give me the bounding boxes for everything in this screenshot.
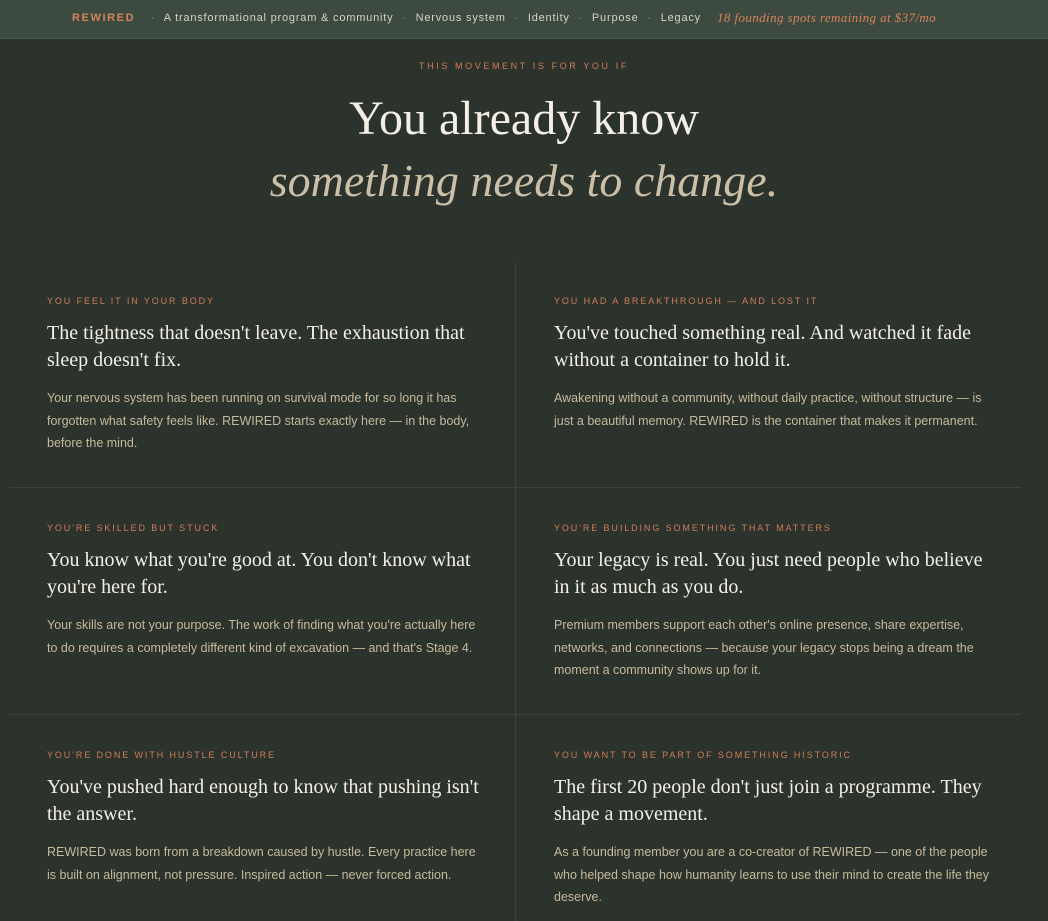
nav-separator: · bbox=[402, 12, 407, 24]
card-skilled-stuck bbox=[47, 523, 487, 659]
card-body: Awakening without a community, without daily practice, without structure — is just a beautiful memory. REWIRED is the container that makes it permanent. bbox=[554, 391, 982, 428]
card-historic bbox=[554, 750, 994, 909]
card-label: YOU WANT TO BE PART OF SOMETHING HISTORIC bbox=[554, 750, 852, 760]
card-title: You've pushed hard enough to know that pushing isn't the answer. bbox=[47, 776, 479, 825]
card-body-feeling bbox=[47, 296, 487, 455]
card-label: YOU HAD A BREAKTHROUGH — AND LOST IT bbox=[554, 296, 819, 306]
card-breakthrough bbox=[554, 296, 994, 432]
card-body: As a founding member you are a co-creator of REWIRED — one of the people who helped shape how humanity learns to use their mind to create the life they deserve. bbox=[554, 845, 989, 904]
nav-separator: · bbox=[647, 12, 652, 24]
card-title: You've touched something real. And watched it fade without a container to hold it. bbox=[554, 322, 972, 371]
nav-separator: · bbox=[578, 12, 584, 24]
nav-item-legacy[interactable]: Legacy bbox=[660, 12, 701, 24]
section-eyebrow: THIS MOVEMENT IS FOR YOU IF bbox=[419, 61, 629, 71]
card-title: The first 20 people don't just join a programme. They shape a movement. bbox=[554, 776, 982, 825]
audience-cards-grid bbox=[9, 262, 1021, 921]
nav-separator: · bbox=[151, 12, 156, 24]
card-title: Your legacy is real. You just need people who believe in it as much as you do. bbox=[554, 549, 983, 598]
card-title: You know what you're good at. You don't know what you're here for. bbox=[47, 549, 471, 598]
nav-item-purpose[interactable]: Purpose bbox=[591, 12, 639, 24]
nav-item-nervous-system[interactable]: Nervous system bbox=[415, 12, 506, 24]
card-label: YOU'RE BUILDING SOMETHING THAT MATTERS bbox=[554, 523, 832, 533]
card-body: REWIRED was born from a breakdown caused by hustle. Every practice here is built on alignment, not pressure. Inspired action — never forced action. bbox=[47, 845, 476, 882]
card-body: Premium members support each other's online presence, share expertise, networks, and connections — because your legacy stops being a dream the moment a community shows up for it. bbox=[554, 618, 974, 677]
card-hustle-culture bbox=[47, 750, 487, 886]
card-body: Your skills are not your purpose. The work of finding what you're actually here to do requires a completely different kind of excavation — and that's Stage 4. bbox=[47, 618, 476, 655]
nav-item-identity[interactable]: Identity bbox=[527, 12, 570, 24]
top-announcement-bar bbox=[0, 0, 1048, 39]
topbar-nav bbox=[146, 12, 701, 24]
card-label: YOU FEEL IT IN YOUR BODY bbox=[47, 296, 215, 306]
page-headline-italic: something needs to change. bbox=[269, 155, 779, 206]
card-body: Your nervous system has been running on survival mode for so long it has forgotten what safety feels like. REWIRED starts exactly here — in the body, before the mind. bbox=[47, 391, 470, 450]
card-label: YOU'RE DONE WITH HUSTLE CULTURE bbox=[47, 750, 276, 760]
page-headline: You already know bbox=[349, 92, 699, 145]
card-title: The tightness that doesn't leave. The exhaustion that sleep doesn't fix. bbox=[47, 322, 465, 371]
nav-item-program[interactable]: A transformational program & community bbox=[163, 12, 394, 24]
grid-divider-horizontal bbox=[9, 714, 1021, 715]
nav-separator: · bbox=[514, 12, 519, 24]
card-building-legacy bbox=[554, 523, 994, 682]
grid-divider-horizontal bbox=[9, 487, 1021, 488]
brand-logo[interactable]: REWIRED bbox=[72, 12, 136, 24]
founding-spots-promo[interactable]: 18 founding spots remaining at $37/mo bbox=[717, 10, 937, 25]
card-label: YOU'RE SKILLED BUT STUCK bbox=[47, 523, 220, 533]
grid-divider-vertical bbox=[515, 262, 516, 921]
